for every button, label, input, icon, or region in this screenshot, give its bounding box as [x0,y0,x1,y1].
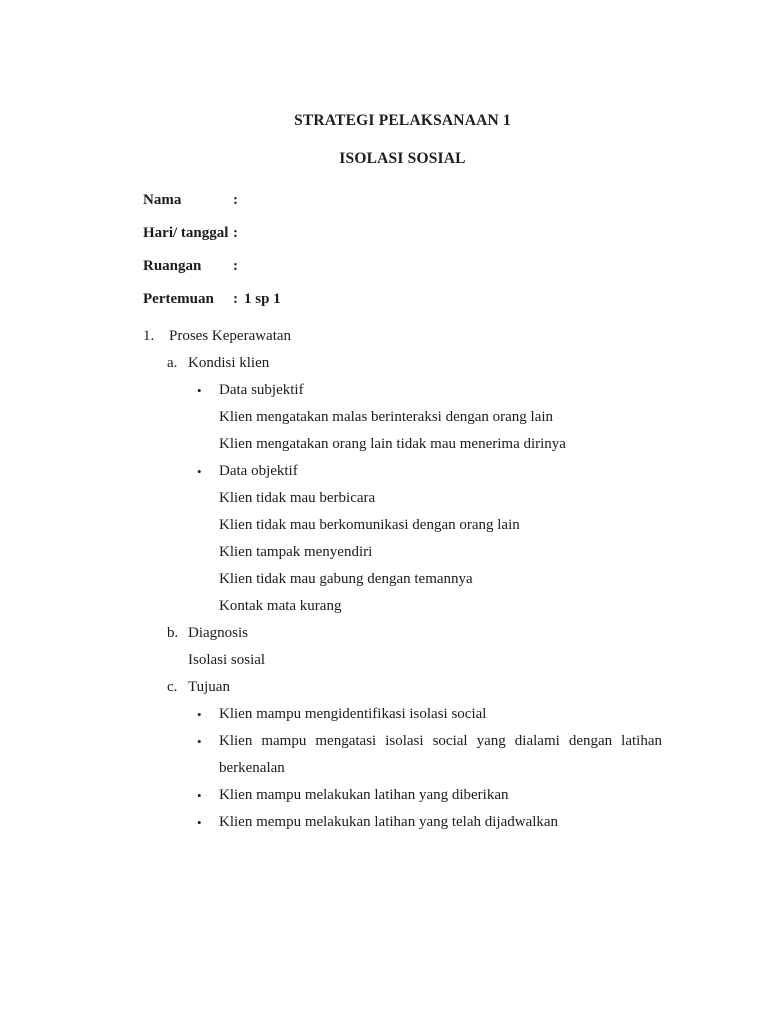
field-hari-tanggal [143,224,662,243]
outline-item-a [143,350,662,377]
outline-item-1-number: 1. [143,328,155,344]
outline-item-b [143,620,662,647]
document-title: STRATEGI PELAKSANAAN 1 [294,112,511,129]
outline-item-1-text: Proses Keperawatan [169,328,292,344]
outline-item-c-text: Tujuan [188,679,230,695]
bullet-data-subjektif [143,377,662,404]
subjektif-line: Klien mengatakan orang lain tidak mau menerima dirinya [219,436,566,452]
field-ruangan-colon: : [233,258,238,274]
outline-item-b-letter: b. [167,625,179,641]
tujuan-bullet [143,701,662,728]
tujuan-bullet-text: Klien mampu melakukan latihan yang diberikan [219,787,509,803]
outline-item-1 [143,323,662,350]
outline-item-c-letter: c. [167,679,178,695]
field-nama-colon: : [233,192,238,208]
field-pertemuan-colon: : [233,291,238,307]
objektif-line: Klien tidak mau berkomunikasi dengan orang lain [219,517,520,533]
document-content [143,111,662,836]
bullet-icon: • [197,707,202,722]
field-hari-tanggal-colon: : [233,225,238,241]
bullet-data-objektif-text: Data objektif [219,463,298,479]
field-hari-tanggal-value [238,225,244,241]
tujuan-bullet [143,728,662,782]
tujuan-bullet-text: Klien mampu mengidentifikasi isolasi social [219,706,487,722]
outline-item-a-letter: a. [167,355,178,371]
field-ruangan-label: Ruangan [143,258,202,274]
tujuan-bullet [143,809,662,836]
objektif-line: Klien tampak menyendiri [219,544,373,560]
bullet-icon: • [197,815,202,830]
subjektif-line: Klien mengatakan malas berinteraksi dengan orang lain [219,409,554,425]
outline-item-c [143,674,662,701]
field-ruangan-value [238,258,244,274]
tujuan-bullet-text: Klien mampu mengatasi isolasi social yang dialami dengan latihan berkenalan [219,733,662,776]
tujuan-bullet-text: Klien mempu melakukan latihan yang telah dijadwalkan [219,814,559,830]
document-subtitle: ISOLASI SOSIAL [339,150,466,167]
tujuan-bullet [143,782,662,809]
bullet-icon: • [197,383,202,398]
outline-item-a-text: Kondisi klien [188,355,270,371]
field-ruangan [143,257,662,276]
field-pertemuan-value: 1 sp 1 [244,291,281,307]
objektif-line: Klien tidak mau gabung dengan temannya [219,571,473,587]
diagnosis-line: Isolasi sosial [188,652,266,668]
bullet-data-subjektif-text: Data subjektif [219,382,304,398]
bullet-data-objektif [143,458,662,485]
bullet-icon: • [197,464,202,479]
objektif-line: Klien tidak mau berbicara [219,490,376,506]
objektif-line: Kontak mata kurang [219,598,342,614]
outline-body [143,323,662,836]
field-nama [143,191,662,210]
field-hari-tanggal-label: Hari/ tanggal [143,225,229,241]
field-nama-value [238,192,244,208]
field-nama-label: Nama [143,192,182,208]
bullet-icon: • [197,734,202,749]
field-pertemuan [143,290,662,309]
outline-item-b-text: Diagnosis [188,625,248,641]
field-pertemuan-label: Pertemuan [143,291,214,307]
bullet-icon: • [197,788,202,803]
